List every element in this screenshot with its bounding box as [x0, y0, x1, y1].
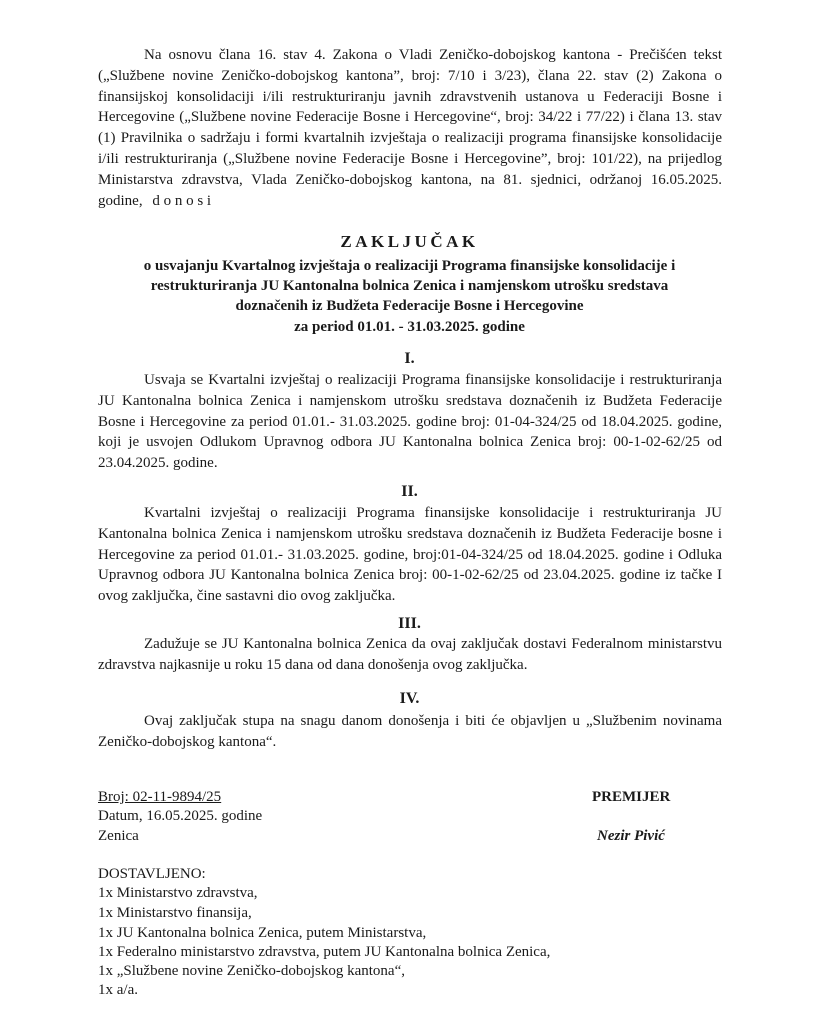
signatory-name: Nezir Pivić: [597, 828, 665, 844]
distribution-heading: DOSTAVLJENO:: [98, 866, 206, 882]
distribution-item: 1x Ministarstvo finansija,: [98, 905, 252, 921]
subtitle-line: doznačenih iz Budžeta Federacije Bosne i Hercegovine: [235, 298, 584, 315]
document-subtitle: [0, 256, 819, 337]
section-number-1: I.: [404, 350, 415, 367]
section-2-text: Kvartalni izvještaj o realizaciji Programa finansijske konsolidacije i restrukturiranja JU Kantonalna bolnica Zenica i namjenskom utrošku sredstava doznačenih iz Budžeta Federacije bosne i Hercegovine za period 01.01.- 31.03.2025. godine, broj:01-04-324/25 od 18.04.2025. godine i Odluka Upravnog odbora JU Kantonalna bolnica Zenica broj: 00-1-02-62/25 od 23.04.2025. godine iz tačke I ovog zaključka, čine sastavni dio ovog zaključka.: [98, 505, 722, 605]
document-title: ZAKLJUČAK: [340, 232, 479, 251]
distribution-item: 1x „Službene novine Zeničko-dobojskog kantona“,: [98, 963, 406, 979]
subtitle-line: o usvajanju Kvartalnog izvještaja o realizaciji Programa finansijske konsolidacije i: [143, 258, 676, 274]
preamble-paragraph: [98, 45, 722, 211]
subtitle-line: restrukturiranja JU Kantonalna bolnica Zenica i namjenskom utrošku sredstava: [150, 278, 669, 295]
preamble-text: Na osnovu člana 16. stav 4. Zakona o Vladi Zeničko-dobojskog kantona - Prečišćen tekst („Službene novine Zeničko-dobojskog kantona”, broj: 7/10 i 3/23), člana 22. stav (2) Zakona o finansijskoj konsolidaciji i/ili restrukturiranju javnih zdravstvenih ustanova u Federaciji Bosne i Hercegovine („Službene novine Federacije Bosne i Hercegovine“, broj: 34/22 i 77/22) i člana 13. stav (1) Pravilnika o sadržaju i formi kvartalnih izvještaja o realizaciji programa finansijske konsolidacije i/ili restrukturiranja („Službene novine Federacije Bosne i Hercegovine”, broj: 101/22), na prijedlog Ministarstva zdravstva, Vlada Zeničko-dobojskog kantona, na 81. sjednici, održanoj 16.05.2025. godine,: [98, 47, 722, 209]
distribution-item: 1x Ministarstvo zdravstva,: [98, 885, 258, 901]
document-place: Zenica: [98, 828, 139, 844]
signatory-role: PREMIJER: [592, 789, 671, 805]
section-1-paragraph: [98, 370, 722, 474]
section-number-4: IV.: [399, 690, 420, 707]
section-number-3: III.: [398, 615, 421, 632]
document-number: Broj: 02-11-9894/25: [98, 789, 222, 805]
document-date: Datum, 16.05.2025. godine: [98, 808, 263, 824]
distribution-item: 1x a/a.: [98, 982, 138, 998]
section-4-paragraph: [98, 711, 722, 753]
section-3-paragraph: [98, 634, 722, 676]
section-2-paragraph: [98, 503, 722, 607]
distribution-item: 1x JU Kantonalna bolnica Zenica, putem Ministarstva,: [98, 925, 427, 941]
preamble-tail: d o n o s i: [152, 192, 212, 209]
subtitle-line: za period 01.01. - 31.03.2025. godine: [294, 318, 525, 335]
distribution-item: 1x Federalno ministarstvo zdravstva, putem JU Kantonalna bolnica Zenica,: [98, 944, 551, 960]
section-4-text: Ovaj zaključak stupa na snagu danom donošenja i biti će objavljen u „Službenim novinama Zeničko-dobojskog kantona“.: [98, 713, 722, 750]
section-3-text: Zadužuje se JU Kantonalna bolnica Zenica da ovaj zaključak dostavi Federalnom ministarstvu zdravstva najkasnije u roku 15 dana od dana donošenja ovog zaključka.: [98, 636, 722, 673]
section-1-text: Usvaja se Kvartalni izvještaj o realizaciji Programa finansijske konsolidacije i restrukturiranja JU Kantonalna bolnica Zenica i namjenskom utrošku sredstava doznačenih iz Budžeta Federacije Bosne i Hercegovine za period 01.01.- 31.03.2025. godine broj: 01-04-324/25 od 18.04.2025. godine, koji je usvojen Odlukom Upravnog odbora JU Kantonalna bolnica Zenica broj: 00-1-02-62/25 od 23.04.2025. godine.: [98, 372, 722, 472]
section-number-2: II.: [401, 483, 418, 500]
